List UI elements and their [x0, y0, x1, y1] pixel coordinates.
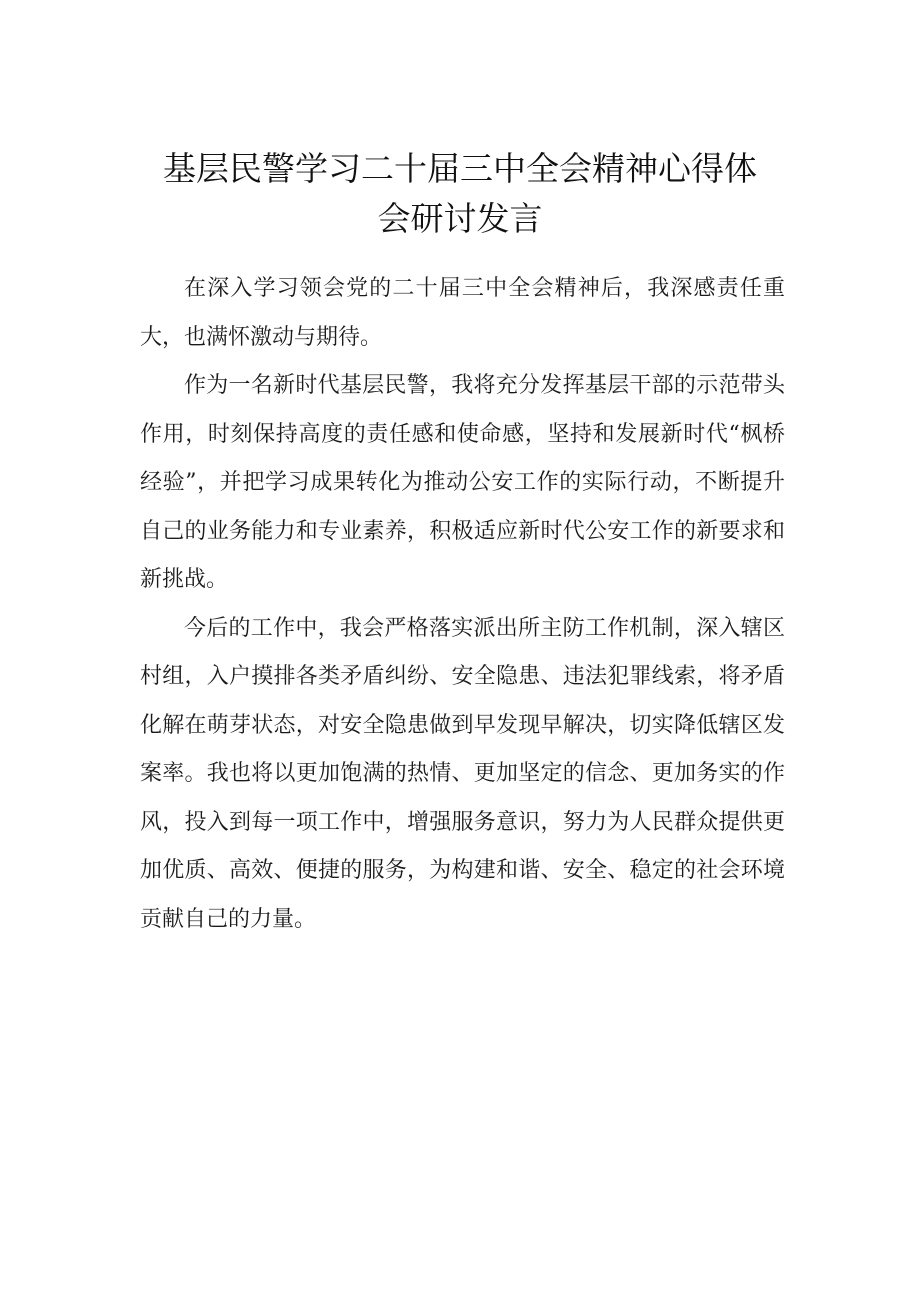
- document-title-line-2: 会研讨发言: [377, 199, 543, 238]
- document-title-line-1: 基层民警学习二十届三中全会精神心得体: [163, 149, 757, 188]
- document-body: [140, 265, 785, 944]
- paragraph-2: 作为一名新时代基层民警，我将充分发挥基层干部的示范带头作用，时刻保持高度的责任感和使命感，坚持和发展新时代“枫桥经验”，并把学习成果转化为推动公安工作的实际行动，不断提升自己的业务能力和专业素养，积极适应新时代公安工作的新要求和新挑战。: [140, 373, 785, 592]
- paragraph-3: 今后的工作中，我会严格落实派出所主防工作机制，深入辖区村组，入户摸排各类矛盾纠纷、安全隐患、违法犯罪线索，将矛盾化解在萌芽状态，对安全隐患做到早发现早解决，切实降低辖区发案率。我也将以更加饱满的热情、更加坚定的信念、更加务实的作风，投入到每一项工作中，增强服务意识，努力为人民群众提供更加优质、高效、便捷的服务，为构建和谐、安全、稳定的社会环境贡献自己的力量。: [140, 615, 785, 932]
- paragraph-1: 在深入学习领会党的二十届三中全会精神后，我深感责任重大，也满怀激动与期待。: [140, 276, 785, 350]
